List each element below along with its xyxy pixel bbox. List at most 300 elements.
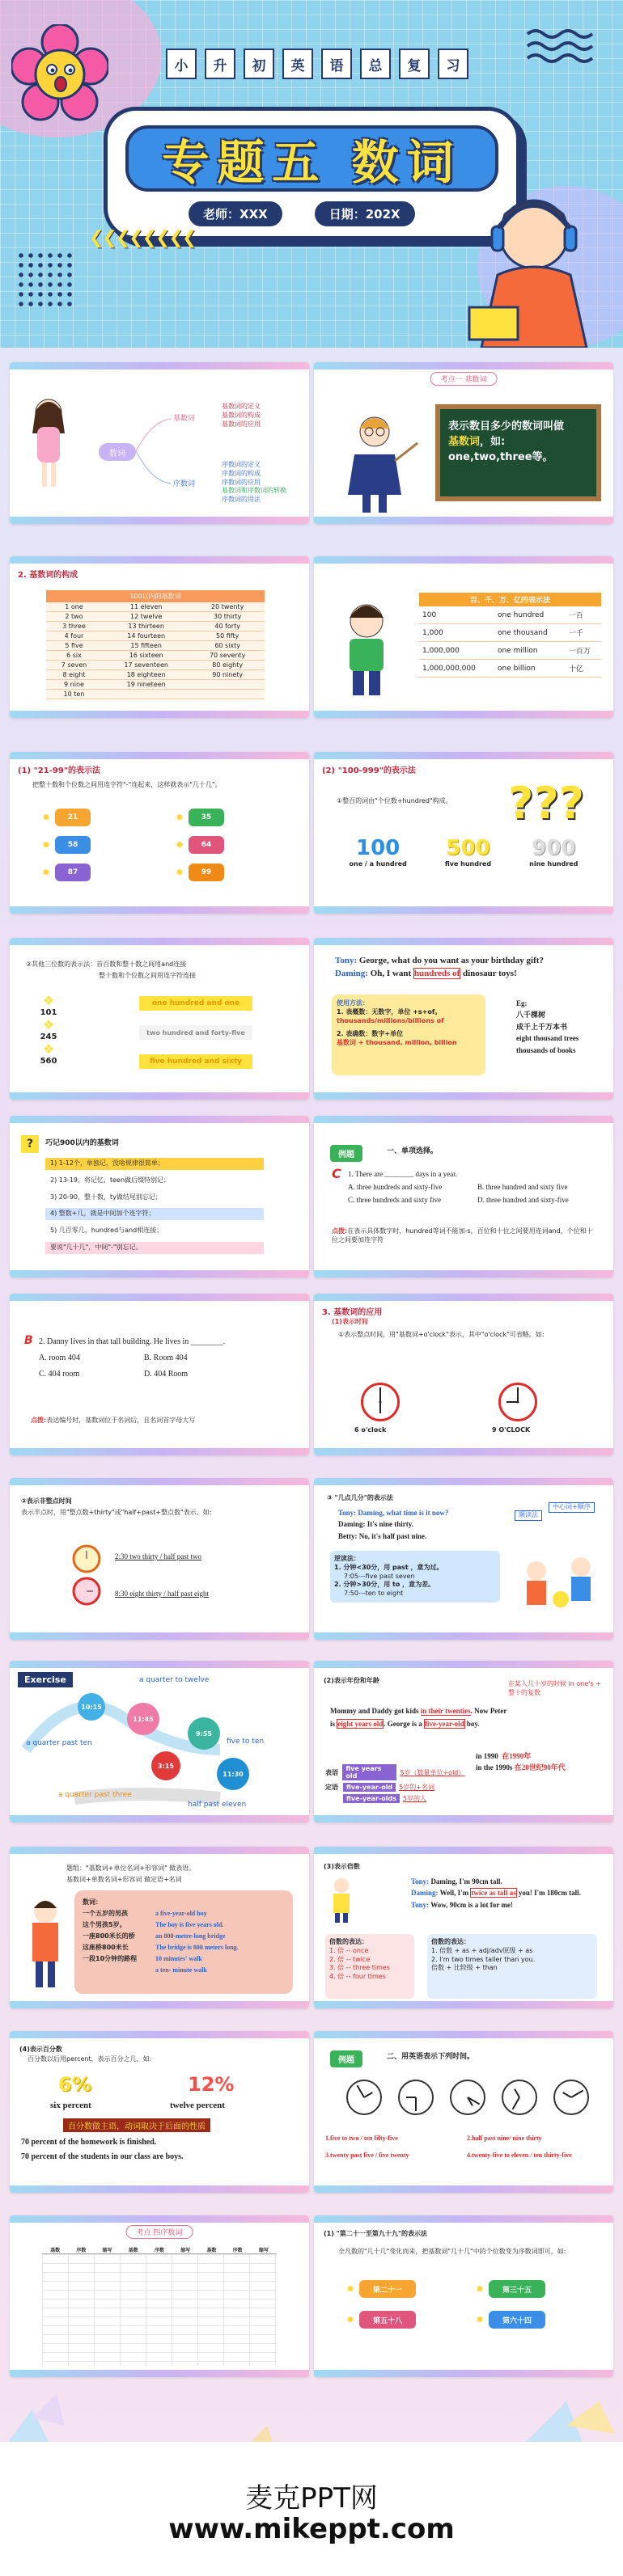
usage-line: thousands/millions/billions of — [337, 1016, 444, 1024]
stripe — [10, 2215, 309, 2223]
mindmap-leaf: 序数词的定义 — [222, 461, 261, 468]
table-cell: 12 twelve — [102, 612, 190, 622]
phrase-cn: 一个五岁的男孩 — [83, 1910, 128, 1917]
speaker: Daming: — [411, 1889, 439, 1898]
time-bubble: 11:45 — [127, 1703, 159, 1735]
slide-big-numbers — [314, 556, 613, 718]
kids-playing-illustration — [516, 1551, 605, 1624]
footer-watermark — [0, 2442, 623, 2576]
year-meaning: 在20世纪90年代 — [514, 1763, 566, 1772]
text: Mommy and Daddy got kids — [330, 1707, 419, 1715]
clock-icon — [553, 2080, 589, 2115]
speech: Daming, I'm 90cm tall. — [429, 1877, 502, 1886]
student-with-headphones-illustration — [453, 186, 607, 348]
number: 101 — [40, 1008, 57, 1017]
cardinal-table — [46, 590, 265, 699]
stripe — [314, 1661, 613, 1668]
time-bubble: 10:15 — [78, 1693, 105, 1721]
number-badge: 58 — [55, 836, 91, 854]
mindmap-leaf: 序数词的应用 — [222, 478, 261, 486]
ordinal-capsule — [476, 2311, 581, 2329]
speech: Wow, 90cm is a lot for me! — [429, 1900, 513, 1909]
stripe — [314, 1448, 613, 1455]
answer-mark: C — [332, 1166, 341, 1181]
table-cell: 70 seventy — [190, 651, 265, 661]
age-meaning: 5岁的人 — [402, 1795, 427, 1802]
stripe — [314, 362, 613, 370]
chalk-text-2: ，如: — [480, 436, 506, 448]
table-cell: 1,000,000,000 — [419, 660, 494, 678]
lightbulb-icon: ✹ — [42, 867, 51, 878]
table-cell: 4 four — [46, 631, 102, 641]
number-badge: 99 — [189, 864, 224, 881]
slide-heading: 一、单项选择。 — [387, 1147, 439, 1155]
box-line: 1. 倍 -- once — [329, 1946, 369, 1954]
table-row — [419, 642, 601, 660]
box-line: 1. 倍数 + as + adj/adv原级 + as — [431, 1946, 533, 1954]
alarm-clock-icon — [66, 1543, 107, 1607]
mnemonic-list — [45, 1158, 264, 1254]
slide-pill-title: 考点 四序数词 — [126, 2225, 193, 2239]
english-column — [155, 1908, 239, 1976]
stripe — [314, 1092, 613, 1100]
time-bubble: 9:55 — [188, 1717, 220, 1750]
table-title: 百、千、万、亿的表示法 — [419, 593, 601, 606]
decor-dots — [16, 251, 73, 307]
hint — [31, 1417, 298, 1425]
table-cell: one billion — [494, 660, 566, 678]
slide-heading: 巧记900以内的基数词 — [45, 1139, 119, 1147]
reverse-reading-box — [330, 1551, 500, 1603]
box-line: 3. 倍 -- three times — [329, 1964, 390, 1972]
table-cell: 15 fifteen — [102, 641, 190, 651]
number-word: one / a hundred — [349, 860, 407, 868]
usage-line: 基数词 + thousand, million, billion — [337, 1039, 457, 1047]
table-cell: 1,000 — [419, 624, 494, 642]
stripe — [10, 1448, 309, 1455]
number: 560 — [40, 1057, 57, 1066]
table-cell: 一百万 — [566, 642, 601, 660]
mindmap-leaf: 基数词和序数词的转换 — [222, 487, 286, 495]
clock-icon — [450, 2080, 485, 2115]
clock-label: 6 o'clock — [354, 1426, 387, 1434]
box-title: 倍数的表达： — [431, 1938, 470, 1945]
example-badge: 例题 — [330, 2050, 362, 2067]
site-url[interactable]: www.mikeppt.com — [168, 2513, 455, 2545]
stripe — [10, 938, 309, 945]
slide-heading: (1) "21-99"的表示法 — [18, 766, 100, 775]
table-row — [419, 606, 601, 624]
number: 500 — [446, 836, 490, 860]
slide-heading: ②表示非整点时间 — [21, 1497, 72, 1505]
stripe — [10, 362, 309, 370]
stripe — [10, 752, 309, 759]
stripe — [314, 938, 613, 945]
hint-label: 点拨: — [31, 1417, 47, 1424]
reading-method-tag: 中心词+顺序 — [549, 1502, 595, 1513]
site-name: 麦克PPT网 — [245, 2482, 378, 2515]
table-header: 基数 — [50, 2248, 61, 2253]
stripe — [10, 1632, 309, 1640]
phrase-cn: 一段10分钟的路程 — [83, 1955, 138, 1962]
boy-measuring-illustration — [325, 1876, 358, 1924]
table-header: 缩写 — [258, 2248, 269, 2253]
slide-overview-mindmap — [10, 362, 309, 524]
number-word: nine hundred — [529, 860, 578, 868]
table-row — [419, 624, 601, 642]
tag-char: 语 — [321, 49, 352, 79]
clock-hand — [357, 2085, 365, 2098]
stripe — [314, 1847, 613, 1854]
question-block — [348, 1168, 607, 1207]
tag-char: 习 — [438, 49, 468, 79]
slide-heading: (2) "100-999"的表示法 — [322, 766, 416, 775]
stripe — [10, 2370, 309, 2377]
answer: 4.twenty-five to eleven / ten thirty-five — [467, 2152, 572, 2159]
example-badge: 例题 — [330, 1145, 362, 1162]
number-capsule — [176, 864, 285, 881]
hundred-item — [350, 836, 407, 869]
phrase-en: an 800-metre-long bridge — [155, 1932, 226, 1940]
example-line: Eg: — [516, 999, 528, 1007]
table-cell: 一千 — [566, 624, 601, 642]
ordinal-badge: 第三十五 — [489, 2280, 545, 2298]
role-label: 表语 — [325, 1768, 338, 1776]
mindmap-leaf: 基数词的定义 — [222, 403, 261, 410]
stripe — [314, 1632, 613, 1640]
stripe — [314, 711, 613, 718]
page-title: 专题五 数词 — [162, 135, 462, 190]
clock-icon — [502, 2080, 537, 2115]
meta-row — [189, 201, 415, 226]
mnemonic-line: 要说"几十几"，中间"-"别忘记。 — [45, 1242, 264, 1254]
age-phrase: five years old — [342, 1764, 396, 1780]
phrase-bar: two hundred and forty-five — [139, 1025, 252, 1040]
slide-100-999 — [314, 752, 613, 914]
option: A. room 404 — [39, 1353, 80, 1362]
tag-char: 小 — [166, 49, 197, 79]
slide-multiples — [314, 1847, 613, 2008]
table-cell: one thousand — [494, 624, 566, 642]
example-sentence: 70 percent of the homework is finished. — [21, 2138, 157, 2147]
dialogue-line: Betty: No, it's half past nine. — [338, 1531, 427, 1540]
text: . George is a — [384, 1720, 425, 1729]
lightbulb-icon: ✹ — [176, 867, 184, 878]
ordinal-capsule — [346, 2311, 451, 2329]
time-bubble: 11:30 — [217, 1758, 249, 1790]
chalkboard — [435, 404, 601, 501]
usage-line: 2. 表确数：数字+单位 — [337, 1030, 404, 1038]
time-bubble: 3:15 — [151, 1751, 180, 1780]
stripe — [10, 1478, 309, 1485]
option: D. 404 Room — [144, 1370, 189, 1379]
mnemonic-line: 4) 整数+几，就是中间加个连字符； — [45, 1208, 264, 1220]
percent-word: six percent — [50, 2101, 91, 2110]
tag-char: 升 — [205, 49, 235, 79]
table-cell: 十亿 — [566, 660, 601, 678]
number-badge: 35 — [189, 809, 224, 826]
stripe — [10, 1847, 309, 1854]
table — [419, 606, 601, 678]
age-sentence — [330, 1704, 508, 1730]
mindmap-leaf: 序数词的构成 — [222, 469, 261, 477]
slide-cardinal-definition — [314, 362, 613, 524]
answer-mark: B — [24, 1334, 33, 1347]
rule-line: 1. 分钟<30分，用 past ，意为过。 — [334, 1563, 443, 1571]
question-icon: ? — [21, 1135, 39, 1153]
table-cell: 9 nine — [46, 680, 102, 690]
chalk-text-1: 表示数目多少的数词叫做 — [448, 420, 565, 433]
hint — [332, 1227, 599, 1245]
table-cell: 一百 — [566, 606, 601, 624]
lightbulb-icon: ✹ — [176, 812, 184, 823]
stripe — [10, 906, 309, 914]
slide-heading: 二、用英语表示下列时间。 — [387, 2053, 475, 2061]
slide-heading: 题组："基数词+单位名词+形容词" 做表语。 — [66, 1864, 196, 1872]
mindmap-leaf: 序数词的用法 — [222, 496, 261, 504]
table-cell: 7 seven — [46, 661, 102, 670]
slide-21-99 — [10, 752, 309, 914]
table-row — [46, 622, 265, 631]
stripe — [314, 906, 613, 914]
question: 2. Danny lives in that tall building. He lives in ________. — [39, 1337, 226, 1346]
mindmap-leaf: 基数词的应用 — [222, 420, 261, 428]
rule-banner: 百分数做主语，动词取决于后面的性质 — [63, 2118, 210, 2132]
boy-student-illustration — [330, 598, 403, 703]
lightbulb-icon: ✹ — [176, 839, 184, 851]
slide-past-to — [314, 1478, 613, 1640]
ordinal-badge: 第二十一 — [359, 2280, 416, 2298]
chalk-text-3: one,two,three等。 — [448, 451, 553, 463]
stripe — [10, 711, 309, 718]
slide-three-digit — [10, 938, 309, 1100]
age-table — [325, 1764, 463, 1803]
stripe — [10, 1116, 309, 1123]
table-cell: 13 thirteen — [102, 622, 190, 631]
highlight: hundreds of — [413, 969, 460, 978]
slide-ordinal-21-99 — [314, 2215, 613, 2377]
example-line: 八千棵树 — [516, 1011, 546, 1020]
table-row — [46, 661, 265, 670]
course-tag-row — [166, 49, 468, 79]
table-cell: 17 seventeen — [102, 661, 190, 670]
tag-char: 英 — [282, 49, 313, 79]
table-cell: 50 fifty — [190, 631, 265, 641]
answer: 3.twenty past five / five twenty — [325, 2152, 409, 2159]
slide-exercise-1 — [314, 1116, 613, 1277]
ordinal-grid — [346, 2280, 581, 2329]
stripe — [314, 752, 613, 759]
speech: you! I'm 180cm tall. — [516, 1889, 581, 1898]
stripe — [10, 1270, 309, 1277]
clock-row — [346, 2080, 589, 2115]
number-badge: 64 — [189, 836, 224, 854]
slide-text: ①整百的词由"个位数+hundred"构成。 — [337, 797, 452, 804]
speech: dinosaur toys! — [460, 969, 517, 978]
slide-exercise-2 — [10, 1294, 309, 1455]
table-cell — [190, 680, 265, 690]
phrase-en: a five-year-old boy — [155, 1910, 207, 1917]
slide-heading: (3)表示倍数 — [324, 1863, 360, 1870]
clock-hand — [562, 2092, 571, 2098]
lightbulb-icon: ✹ — [476, 2314, 485, 2325]
slide-text: ①表示整点时间，用"基数词+o'clock"表示，其中"o'clock"可省略。如: — [338, 1331, 545, 1338]
slide-mnemonic — [10, 1116, 309, 1277]
table-header: 缩写 — [102, 2248, 112, 2253]
table-row — [46, 680, 265, 690]
text: boy. — [464, 1720, 480, 1729]
usage-title: 使用方法： — [337, 999, 369, 1007]
example-sentence: 70 percent of the students in our class are boys. — [21, 2152, 184, 2161]
answer: 1.five to two / ten fifty-five — [325, 2135, 398, 2142]
table-cell: one hundred — [494, 606, 566, 624]
table-header: 基数 — [128, 2248, 138, 2253]
mindmap-sub-cardinal — [222, 403, 261, 429]
clock-icon — [498, 1383, 537, 1421]
number-capsule — [42, 836, 151, 854]
squiggle-icon — [526, 26, 599, 66]
dialogue-line — [335, 956, 544, 965]
hundreds-row — [330, 836, 597, 869]
age-meaning: 5岁（数量单位+old） — [400, 1768, 465, 1776]
table-cell: 30 thirty — [190, 612, 265, 622]
phrase-cn: 数词： — [83, 1898, 102, 1906]
table — [46, 602, 265, 699]
number-capsule — [176, 809, 285, 826]
table-header: 序数 — [154, 2248, 164, 2253]
table-row — [46, 641, 265, 651]
title-inner — [125, 125, 498, 192]
mnemonic-line: 2) 13-19，将记忆，teen做后缀特别记； — [50, 1176, 171, 1184]
hint-label: 点拨: — [332, 1227, 348, 1235]
stripe — [10, 1294, 309, 1301]
box-line: 4. 倍 -- four times — [329, 1973, 386, 1981]
table-cell: 8 eight — [46, 670, 102, 680]
slide-heading: 3. 基数词的应用 — [322, 1308, 383, 1317]
text: . Now — [470, 1707, 489, 1715]
table-cell: 80 eighty — [190, 661, 265, 670]
stripe — [10, 2185, 309, 2193]
clock-icon — [346, 2080, 382, 2115]
speaker: Tony: — [335, 956, 358, 965]
box-line: 2. 倍 -- twice — [329, 1955, 371, 1963]
table-cell: 2 two — [46, 612, 102, 622]
lightbulb-icon: ✹ — [42, 839, 51, 851]
lightbulb-icon: ✹ — [346, 2314, 355, 2325]
table-cell: 90 ninety — [190, 670, 265, 680]
number: 100 — [355, 836, 400, 860]
table-header: 基数 — [206, 2248, 217, 2253]
hint-text: 在表示具体数字时，hundred等词不能加-s，百位和十位之间要用连词and，个位和十位之间要加连字符 — [332, 1227, 593, 1244]
number-badge: 87 — [55, 864, 91, 881]
clock-hand — [514, 2088, 520, 2097]
table-title: 100以内的基数词 — [46, 590, 265, 602]
table-cell: 16 sixteen — [102, 651, 190, 661]
table-row — [46, 602, 265, 612]
slide-text: 把整十数和个位数之间用连字符"-"连起来，这样就表示"几十几"。 — [32, 781, 222, 788]
percent-number: 6% — [58, 2073, 91, 2096]
table-row — [46, 670, 265, 680]
table-cell: one million — [494, 642, 566, 660]
clock-hand — [512, 2097, 520, 2110]
dialogue-line: Daming: It's nine thirty. — [338, 1520, 414, 1529]
ordinal-capsule — [476, 2280, 581, 2298]
stripe — [314, 517, 613, 524]
ordinal-badge: 第五十八 — [359, 2311, 416, 2329]
multiples-box — [427, 1934, 597, 1999]
table-cell: 20 twenty — [190, 602, 265, 612]
speaker: Tony: — [411, 1877, 430, 1886]
lightbulb-icon: ✹ — [476, 2283, 485, 2295]
time-phrase: a quarter past three — [58, 1791, 132, 1799]
speaker: Tony: — [411, 1900, 430, 1909]
slide-text-1: ②其他三位数的表示法：首百数和整十数之间用and连接 — [26, 961, 187, 968]
table-row — [419, 660, 601, 678]
stripe — [314, 1478, 613, 1485]
table-cell: 5 five — [46, 641, 102, 651]
number: 245 — [40, 1033, 57, 1041]
number-capsule — [42, 864, 151, 881]
stripe — [10, 2001, 309, 2008]
age-phrase: five-year-olds — [343, 1794, 400, 1803]
lightbulb-icon: ✹ — [346, 2283, 355, 2295]
teacher-pointing-illustration — [330, 409, 419, 514]
girl-teacher-illustration — [24, 395, 73, 492]
time-expression: 2:30 two thirty / half past two — [115, 1552, 201, 1560]
stripe — [314, 1270, 613, 1277]
dialogue — [411, 1876, 605, 1911]
mindmap-center: 数词 — [99, 443, 136, 461]
hint-text: 表达编号时，基数词位于名词后，且名词首字母大写 — [46, 1417, 196, 1424]
highlight: eight years old — [337, 1720, 384, 1729]
slide-heading: (1) "第二十一至第九十九"的表示法 — [324, 2230, 427, 2237]
slide-heading: (4)表示百分数 — [19, 2046, 62, 2053]
option: B. three hundred and sixty five — [477, 1183, 568, 1192]
mindmap-branch-ordinal: 序数词 — [173, 480, 196, 488]
stripe — [10, 556, 309, 564]
hundred-item — [445, 836, 491, 869]
tag-char: 总 — [360, 49, 391, 79]
slide-ordinal-table — [10, 2215, 309, 2377]
percent-word: twelve percent — [170, 2101, 225, 2110]
number-grid — [42, 809, 285, 881]
table-cell: 10 ten — [46, 690, 102, 699]
answer: 2.half past nine/ nine thirty — [467, 2135, 542, 2142]
stripe — [314, 2370, 613, 2377]
phrase-panel — [74, 1890, 293, 1994]
table-cell: 1,000,000 — [419, 642, 494, 660]
table-header: 缩写 — [180, 2248, 191, 2253]
table-cell: 3 three — [46, 622, 102, 631]
percent-number: 12% — [188, 2073, 235, 2096]
phrase-en: The boy is five years old. — [155, 1921, 224, 1928]
box-line: 倍数 + 比较级 + than — [431, 1964, 498, 1972]
table-cell: 40 forty — [190, 622, 265, 631]
option: A. three hundreds and sixty-five — [348, 1183, 443, 1192]
table-row — [46, 690, 265, 699]
box-line: 2. I'm two times taller than you. — [431, 1955, 536, 1963]
text: Peter is — [330, 1707, 507, 1729]
phrase-en: a ten- minute walk — [155, 1966, 207, 1974]
years-block — [476, 1751, 597, 1773]
table-row — [46, 651, 265, 661]
slide-text: 表示半点时，用"整点数+thirty"或"half+past+整点数"表示。如: — [21, 1509, 212, 1516]
reading-method-tag: 顺读法 — [515, 1510, 542, 1521]
number-badge: 21 — [55, 809, 91, 826]
clock-hand — [517, 1387, 519, 1402]
chalk-highlight: 基数词 — [448, 436, 481, 448]
highlight: twice as tall as — [471, 1889, 516, 1898]
